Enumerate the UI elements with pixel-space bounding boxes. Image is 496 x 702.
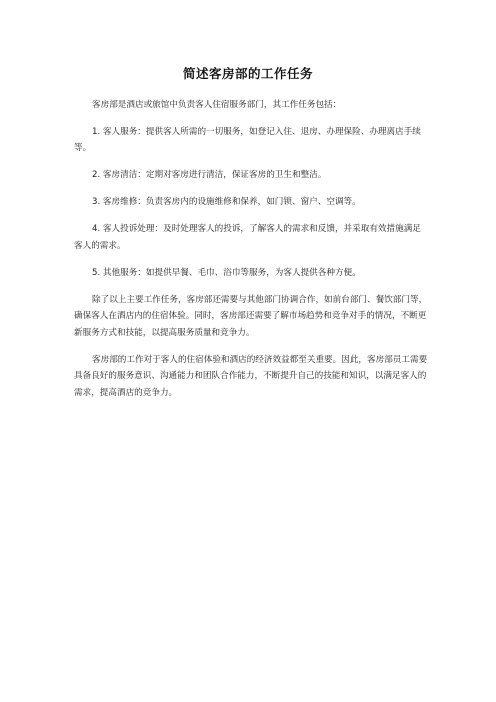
list-item: 2. 客房清洁：定期对客房进行清洁，保证客房的卫生和整洁。 — [92, 170, 327, 180]
cooperation-paragraph: 除了以上主要工作任务，客房部还需要与其他部门协调合作，如前台部门、餐饮部门等，确保客人在酒店内的住宿体验。同时，客房部还需要了解市场趋势和竞争对手的情况，不断更新服务方式和技能，以提高服务质量和竞争力。 — [74, 294, 428, 338]
list-item: 4. 客人投诉处理：及时处理客人的投诉，了解客人的需求和反馈，并采取有效措施满足客人的需求。 — [74, 224, 421, 251]
document-body — [74, 97, 428, 412]
list-item: 1. 客人服务：提供客人所需的一切服务，如登记入住、退房、办理保险、办理离店手续等。 — [74, 126, 421, 153]
intro-paragraph: 客房部是酒店或旅馆中负责客人住宿服务部门，其工作任务包括： — [92, 100, 342, 110]
document-title: 简述客房部的工作任务 — [182, 66, 313, 81]
list-item: 5. 其他服务：如提供早餐、毛巾、浴巾等服务，为客人提供各种方便。 — [92, 267, 361, 278]
list-item: 3. 客房维修：负责客房内的设施维修和保养，如门锁、窗户、空调等。 — [92, 197, 361, 207]
conclusion-paragraph: 客房部的工作对于客人的住宿体验和酒店的经济效益都至关重要。因此，客房部员工需要具备良好的服务意识、沟通能力和团队合作能力，不断提升自己的技能和知识，以满足客人的需求，提高酒店的竞争力。 — [74, 354, 428, 398]
